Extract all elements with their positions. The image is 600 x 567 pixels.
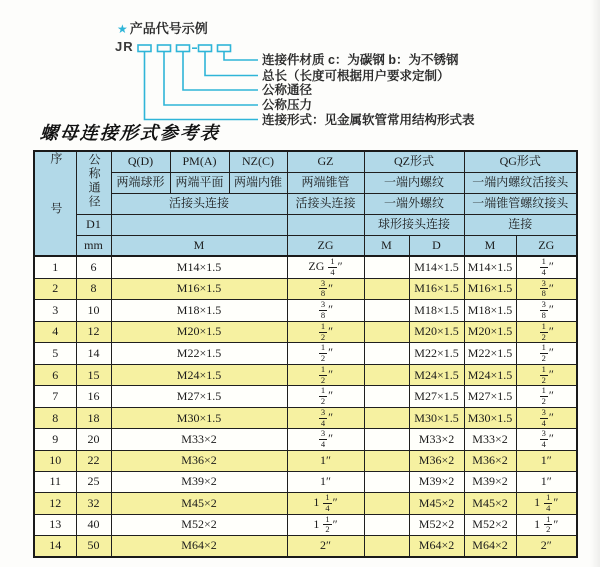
cell-m: M39×2 bbox=[111, 471, 287, 492]
cell-qg-m: M18×1.5 bbox=[464, 300, 516, 322]
code-label-diameter: 公称通径 bbox=[262, 83, 313, 97]
cell-seq: 4 bbox=[34, 321, 76, 343]
cell-seq: 11 bbox=[34, 471, 76, 492]
cell-qg-zg: $\frac{3}{4}$ ″ bbox=[516, 429, 577, 451]
header-mm: mm bbox=[76, 235, 111, 256]
header-gz-conn: 活接头连接 bbox=[287, 193, 364, 214]
header-m-merged: M bbox=[111, 235, 287, 256]
table-row bbox=[34, 450, 577, 471]
cell-qz-m bbox=[364, 407, 409, 429]
table-row bbox=[34, 536, 577, 557]
cell-seq: 7 bbox=[34, 386, 76, 408]
cell-qg-m: M52×2 bbox=[464, 514, 516, 536]
table-row bbox=[34, 429, 577, 451]
cell-qg-zg: 1″ bbox=[516, 450, 577, 471]
cell-dn: 12 bbox=[76, 321, 111, 343]
header-seq bbox=[34, 151, 76, 256]
cell-qg-zg: $\frac{1}{2}$ ″ bbox=[516, 386, 577, 408]
cell-qz-m bbox=[364, 514, 409, 536]
header-qg-sub2: 一端锥管螺纹接头 bbox=[464, 193, 577, 214]
cell-dn: 20 bbox=[76, 429, 111, 451]
cell-dn: 10 bbox=[76, 300, 111, 322]
header-qd-sub: 两端球形 bbox=[111, 172, 170, 193]
cell-qz-m bbox=[364, 450, 409, 471]
header-pma-sub: 两端平面 bbox=[170, 172, 229, 193]
header-d1: D1 bbox=[76, 214, 111, 235]
cell-gz: $\frac{3}{4}$ ″ bbox=[287, 407, 364, 429]
header-qg-form: QG形式 bbox=[464, 151, 577, 172]
table-title: 螺母连接形式参考表 bbox=[39, 123, 221, 144]
header-dn bbox=[76, 151, 111, 214]
header-qz-sub1: 一端内螺纹 bbox=[364, 172, 464, 193]
table-row bbox=[34, 471, 577, 492]
cell-qz-m bbox=[364, 278, 409, 300]
header-qz-sub2: 一端外螺纹 bbox=[364, 193, 464, 214]
cell-m: M18×1.5 bbox=[111, 300, 287, 322]
cell-qg-zg: $\frac{1}{2}$ ″ bbox=[516, 343, 577, 365]
code-field-box-4 bbox=[199, 45, 212, 52]
cell-qz-m bbox=[364, 471, 409, 492]
cell-qg-m: M24×1.5 bbox=[464, 364, 516, 386]
cell-seq: 10 bbox=[34, 450, 76, 471]
header-dn-text: 公称通径 bbox=[87, 153, 102, 210]
header-qz-form: QZ形式 bbox=[364, 151, 464, 172]
cell-qg-m: M16×1.5 bbox=[464, 278, 516, 300]
cell-qg-m: M20×1.5 bbox=[464, 321, 516, 343]
header-qg-sub1: 一端内螺纹活接头 bbox=[464, 172, 577, 193]
cell-qg-zg: $\frac{3}{8}$ ″ bbox=[516, 278, 577, 300]
header-qg-m: M bbox=[464, 235, 516, 256]
cell-m: M24×1.5 bbox=[111, 364, 287, 386]
cell-dn: 14 bbox=[76, 343, 111, 365]
connector-line-connection bbox=[145, 52, 259, 120]
cell-qg-m: M14×1.5 bbox=[464, 256, 516, 278]
header-pma: PM(A) bbox=[170, 151, 229, 172]
code-field-box-3 bbox=[177, 45, 190, 52]
cell-qz-d: M22×1.5 bbox=[409, 343, 464, 365]
nut-connection-table bbox=[33, 150, 578, 558]
cell-seq: 9 bbox=[34, 429, 76, 451]
cell-gz: 1″ bbox=[287, 450, 364, 471]
cell-qg-zg: 1 $\frac{1}{4}$ ″ bbox=[516, 492, 577, 514]
cell-qz-m bbox=[364, 300, 409, 322]
cell-qg-zg: 2″ bbox=[516, 536, 577, 557]
cell-gz: ZG $\frac{1}{4}$ ″ bbox=[287, 256, 364, 278]
header-qz-d: D bbox=[409, 235, 464, 256]
header-qz-m: M bbox=[364, 235, 409, 256]
cell-m: M14×1.5 bbox=[111, 256, 287, 278]
cell-qz-d: M36×2 bbox=[409, 450, 464, 471]
cell-gz: $\frac{3}{4}$ ″ bbox=[287, 429, 364, 451]
cell-m: M30×1.5 bbox=[111, 407, 287, 429]
cell-qg-zg: $\frac{1}{4}$ ″ bbox=[516, 256, 577, 278]
table-header bbox=[34, 151, 577, 256]
cell-gz: 1 $\frac{1}{2}$ ″ bbox=[287, 514, 364, 536]
cell-dn: 15 bbox=[76, 364, 111, 386]
cell-m: M33×2 bbox=[111, 429, 287, 451]
cell-dn: 16 bbox=[76, 386, 111, 408]
cell-seq: 13 bbox=[34, 514, 76, 536]
cell-seq: 6 bbox=[34, 364, 76, 386]
code-field-box-5 bbox=[218, 45, 231, 52]
cell-m: M16×1.5 bbox=[111, 278, 287, 300]
cell-m: M20×1.5 bbox=[111, 321, 287, 343]
table-row bbox=[34, 492, 577, 514]
cell-seq: 8 bbox=[34, 407, 76, 429]
table-row bbox=[34, 386, 577, 408]
cell-gz: 2″ bbox=[287, 536, 364, 557]
cell-gz: $\frac{3}{8}$ ″ bbox=[287, 300, 364, 322]
cell-seq: 3 bbox=[34, 300, 76, 322]
cell-seq: 12 bbox=[34, 492, 76, 514]
code-field-box-2 bbox=[158, 45, 171, 52]
cell-qz-d: M24×1.5 bbox=[409, 364, 464, 386]
header-empty-gz bbox=[287, 214, 364, 235]
header-nzc-sub: 两端内锥 bbox=[229, 172, 287, 193]
header-empty-m bbox=[111, 214, 287, 235]
cell-gz: $\frac{1}{2}$ ″ bbox=[287, 386, 364, 408]
header-zg-col: ZG bbox=[287, 235, 364, 256]
cell-seq: 14 bbox=[34, 536, 76, 557]
header-seq-text: 序号 bbox=[48, 152, 63, 252]
header-qg-conn: 连接 bbox=[464, 214, 577, 235]
code-label-connection: 连接形式：见金属软管常用结构形式表 bbox=[262, 112, 475, 127]
cell-qg-m: M27×1.5 bbox=[464, 386, 516, 408]
cell-seq: 5 bbox=[34, 343, 76, 365]
star-icon: ★ bbox=[117, 22, 128, 36]
cell-qz-m bbox=[364, 364, 409, 386]
connector-line-length bbox=[205, 52, 258, 76]
cell-dn: 40 bbox=[76, 514, 111, 536]
cell-dn: 18 bbox=[76, 407, 111, 429]
code-label-length: 总长（长度可根据用户要求定制） bbox=[262, 68, 450, 83]
cell-qz-m bbox=[364, 429, 409, 451]
cell-seq: 1 bbox=[34, 256, 76, 278]
cell-m: M22×1.5 bbox=[111, 343, 287, 365]
header-qz-conn: 球形接头连接 bbox=[364, 214, 464, 235]
cell-gz: $\frac{1}{2}$ ″ bbox=[287, 321, 364, 343]
table-row bbox=[34, 343, 577, 365]
code-label-pressure: 公称压力 bbox=[262, 98, 313, 112]
header-gz-sub: 两端锥管 bbox=[287, 172, 364, 193]
cell-qg-zg: $\frac{3}{4}$ ″ bbox=[516, 407, 577, 429]
code-label-material: 连接件材质 c：为碳钢 b：为不锈钢 bbox=[262, 53, 459, 67]
code-prefix: JR bbox=[115, 39, 134, 54]
code-field-box-1 bbox=[138, 45, 151, 52]
cell-qz-d: M16×1.5 bbox=[409, 278, 464, 300]
cell-gz: 1″ bbox=[287, 471, 364, 492]
cell-m: M27×1.5 bbox=[111, 386, 287, 408]
cell-m: M52×2 bbox=[111, 514, 287, 536]
header-qg-zg: ZG bbox=[516, 235, 577, 256]
cell-qz-d: M45×2 bbox=[409, 492, 464, 514]
cell-m: M64×2 bbox=[111, 536, 287, 557]
cell-qg-zg: $\frac{1}{2}$ ″ bbox=[516, 364, 577, 386]
cell-dn: 6 bbox=[76, 256, 111, 278]
cell-qz-d: M14×1.5 bbox=[409, 256, 464, 278]
cell-gz: 1 $\frac{1}{4}$ ″ bbox=[287, 492, 364, 514]
cell-qg-m: M22×1.5 bbox=[464, 343, 516, 365]
cell-qz-d: M33×2 bbox=[409, 429, 464, 451]
connector-line-diameter bbox=[183, 52, 258, 91]
cell-seq: 2 bbox=[34, 278, 76, 300]
cell-qz-m bbox=[364, 492, 409, 514]
cell-qg-zg: $\frac{3}{8}$ ″ bbox=[516, 300, 577, 322]
header-nzc: NZ(C) bbox=[229, 151, 287, 172]
table-body bbox=[34, 256, 577, 556]
header-gz: GZ bbox=[287, 151, 364, 172]
table-row bbox=[34, 300, 577, 322]
cell-m: M45×2 bbox=[111, 492, 287, 514]
cell-dn: 50 bbox=[76, 536, 111, 557]
cell-gz: $\frac{1}{2}$ ″ bbox=[287, 343, 364, 365]
product-code-heading-text: 产品代号示例 bbox=[129, 21, 208, 36]
cell-qz-m bbox=[364, 321, 409, 343]
cell-dn: 25 bbox=[76, 471, 111, 492]
cell-qz-d: M27×1.5 bbox=[409, 386, 464, 408]
cell-gz: $\frac{1}{2}$ ″ bbox=[287, 364, 364, 386]
cell-qz-d: M20×1.5 bbox=[409, 321, 464, 343]
table-row bbox=[34, 364, 577, 386]
table-row bbox=[34, 407, 577, 429]
cell-dn: 32 bbox=[76, 492, 111, 514]
cell-qg-m: M33×2 bbox=[464, 429, 516, 451]
cell-qz-d: M18×1.5 bbox=[409, 300, 464, 322]
cell-qz-d: M30×1.5 bbox=[409, 407, 464, 429]
table-row bbox=[34, 321, 577, 343]
cell-qz-m bbox=[364, 536, 409, 557]
cell-qg-m: M36×2 bbox=[464, 450, 516, 471]
cell-qz-d: M64×2 bbox=[409, 536, 464, 557]
table-row bbox=[34, 514, 577, 536]
cell-qz-d: M52×2 bbox=[409, 514, 464, 536]
cell-qz-d: M39×2 bbox=[409, 471, 464, 492]
cell-dn: 22 bbox=[76, 450, 111, 471]
cell-qg-m: M39×2 bbox=[464, 471, 516, 492]
cell-qg-m: M30×1.5 bbox=[464, 407, 516, 429]
cell-qz-m bbox=[364, 343, 409, 365]
cell-qz-m bbox=[364, 386, 409, 408]
cell-qz-m bbox=[364, 256, 409, 278]
cell-qg-m: M45×2 bbox=[464, 492, 516, 514]
cell-m: M36×2 bbox=[111, 450, 287, 471]
cell-qg-zg: $\frac{1}{2}$ ″ bbox=[516, 321, 577, 343]
cell-qg-zg: 1″ bbox=[516, 471, 577, 492]
cell-gz: $\frac{3}{8}$ ″ bbox=[287, 278, 364, 300]
table-row bbox=[34, 256, 577, 278]
cell-qg-m: M64×2 bbox=[464, 536, 516, 557]
connector-line-material bbox=[224, 52, 258, 61]
cell-qg-zg: 1 $\frac{1}{2}$ ″ bbox=[516, 514, 577, 536]
header-union-conn: 活接头连接 bbox=[111, 193, 287, 214]
table-row bbox=[34, 278, 577, 300]
header-qd: Q(D) bbox=[111, 151, 170, 172]
cell-dn: 8 bbox=[76, 278, 111, 300]
